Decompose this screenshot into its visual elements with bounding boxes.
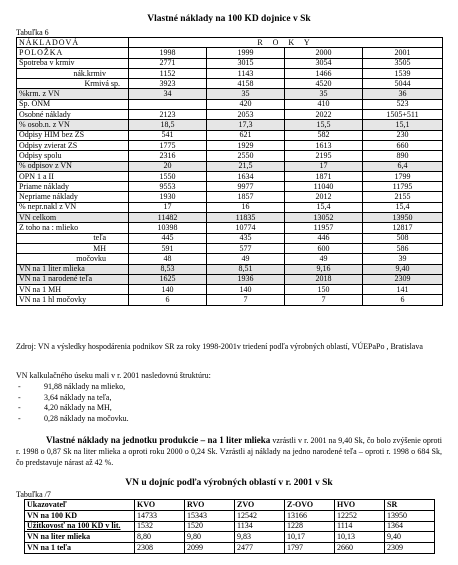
- table-cell: 1466: [285, 68, 363, 78]
- table-row: [17, 202, 443, 212]
- header-region: SR: [385, 500, 435, 511]
- table-row: [17, 243, 443, 253]
- table-cell: 1143: [207, 68, 285, 78]
- table-cell: 2308: [135, 543, 185, 554]
- table-cell: 1613: [285, 140, 363, 150]
- table-cell: 9977: [207, 182, 285, 192]
- table-cell: 1930: [129, 192, 207, 202]
- table-cell: 9,16: [285, 264, 363, 274]
- header-cost-item-1: NÁKLADOVÁ: [17, 38, 129, 48]
- table-cell: 17,3: [207, 120, 285, 130]
- header-year: 2001: [363, 48, 443, 58]
- table-cell: 15,4: [285, 202, 363, 212]
- table-cell: 11482: [129, 213, 207, 223]
- table-cell: 9553: [129, 182, 207, 192]
- table-cell: 12817: [363, 223, 443, 233]
- row-label: Úžitkovosť na 100 KD v lit.: [25, 521, 135, 532]
- table-row: [17, 254, 443, 264]
- table-cell: 1114: [335, 521, 385, 532]
- header-region: HVO: [335, 500, 385, 511]
- table-cell: 446: [285, 233, 363, 243]
- header-region: KVO: [135, 500, 185, 511]
- table-cell: 34: [129, 89, 207, 99]
- table-cell: 9,80: [185, 532, 235, 543]
- table-cell: 10,17: [285, 532, 335, 543]
- table-cell: 48: [129, 254, 207, 264]
- table-row: [17, 110, 443, 120]
- table2-header-row: [25, 500, 435, 511]
- header-region: RVO: [185, 500, 235, 511]
- table-row: [25, 521, 435, 532]
- row-label: Odpisy zvierat ZS: [17, 140, 129, 150]
- table-cell: 2771: [129, 58, 207, 68]
- table-cell: 11795: [363, 182, 443, 192]
- table-cell: 621: [207, 130, 285, 140]
- header-year: 1999: [207, 48, 285, 58]
- unit-cost-lead: Vlastné náklady na jednotku produkcie – na 1 liter mlieka: [46, 435, 271, 445]
- row-label: VN na 1 MH: [17, 285, 129, 295]
- table2-label: Tabuľka /7: [16, 490, 51, 499]
- structure-intro: VN kalkulačného úseku mali v r. 2001 nasledovnú štruktúru:: [16, 371, 211, 380]
- table-row: [17, 89, 443, 99]
- table-cell: 12542: [235, 510, 285, 521]
- table-cell: 49: [207, 254, 285, 264]
- table-row: [17, 79, 443, 89]
- table-cell: 4520: [285, 79, 363, 89]
- list-item: - 4,20 náklady na MH,: [16, 403, 129, 414]
- table-cell: 10,13: [335, 532, 385, 543]
- table-cell: 4158: [207, 79, 285, 89]
- table-row: [17, 99, 443, 109]
- table-cell: 13950: [385, 510, 435, 521]
- table-cell: 6: [363, 295, 443, 305]
- table-row: [25, 543, 435, 554]
- costs-table: [16, 37, 443, 306]
- row-label: Odpisy HIM bez ZS: [17, 130, 129, 140]
- table-cell: 600: [285, 243, 363, 253]
- table-cell: 1857: [207, 192, 285, 202]
- header-year: 1998: [129, 48, 207, 58]
- table-cell: 5044: [363, 79, 443, 89]
- table-cell: 2155: [363, 192, 443, 202]
- table-cell: 9,40: [363, 264, 443, 274]
- table-cell: 577: [207, 243, 285, 253]
- table-row: [17, 151, 443, 161]
- table-row: [17, 120, 443, 130]
- header-region: ZVO: [235, 500, 285, 511]
- row-label: Nepriame náklady: [17, 192, 129, 202]
- table-row: [17, 264, 443, 274]
- table-cell: 2195: [285, 151, 363, 161]
- table-cell: 49: [285, 254, 363, 264]
- table-cell: 11957: [285, 223, 363, 233]
- table-row: [25, 532, 435, 543]
- table-cell: 2309: [363, 274, 443, 284]
- table-row: [17, 161, 443, 171]
- header-cost-item-2: POLOŽKA: [17, 48, 129, 58]
- table-cell: 1228: [285, 521, 335, 532]
- source-note: Zdroj: VN a výsledky hospodárenia podnikov SR za roky 1998-2001v triedení podľa výrobných oblastí, VÚEPaPo , Bratislava: [16, 342, 423, 351]
- row-label: VN na liter mlieka: [25, 532, 135, 543]
- table-cell: 15,4: [363, 202, 443, 212]
- table-cell: 1634: [207, 171, 285, 181]
- row-label: % odpisov z VN: [17, 161, 129, 171]
- table-cell: 140: [129, 285, 207, 295]
- table-cell: 36: [363, 89, 443, 99]
- table-cell: 8,53: [129, 264, 207, 274]
- table-cell: 8,51: [207, 264, 285, 274]
- table-cell: 16: [207, 202, 285, 212]
- table-cell: 2660: [335, 543, 385, 554]
- table-cell: 39: [363, 254, 443, 264]
- table-cell: 1936: [207, 274, 285, 284]
- table-cell: [129, 99, 207, 109]
- row-label: Priame náklady: [17, 182, 129, 192]
- table-row: [17, 223, 443, 233]
- table-cell: 20: [129, 161, 207, 171]
- unit-cost-paragraph: [16, 435, 442, 468]
- table-cell: 12252: [335, 510, 385, 521]
- table-cell: 3054: [285, 58, 363, 68]
- row-label: % osob.n. z VN: [17, 120, 129, 130]
- table1-header-row-1: [17, 38, 443, 48]
- table-cell: 6,4: [363, 161, 443, 171]
- table-cell: 1532: [135, 521, 185, 532]
- table-cell: 7: [285, 295, 363, 305]
- table-cell: 1505+511: [363, 110, 443, 120]
- list-item: - 91,88 náklady na mlieko,: [16, 382, 129, 393]
- table-cell: 17: [285, 161, 363, 171]
- row-label: OPN 1 a II: [17, 171, 129, 181]
- table-cell: 582: [285, 130, 363, 140]
- table-row: [17, 192, 443, 202]
- table-row: [17, 182, 443, 192]
- row-label: Odpisy spolu: [17, 151, 129, 161]
- row-label: % nepr.nakl z VN: [17, 202, 129, 212]
- row-label: VN na 1 liter mlieka: [17, 264, 129, 274]
- table-cell: 140: [207, 285, 285, 295]
- table-cell: 7: [207, 295, 285, 305]
- table-row: [17, 140, 443, 150]
- table1-title: Vlastné náklady na 100 KD dojnice v Sk: [147, 14, 311, 24]
- table-cell: 3505: [363, 58, 443, 68]
- table-cell: 435: [207, 233, 285, 243]
- table-cell: 445: [129, 233, 207, 243]
- row-label: VN na 1 hl močovky: [17, 295, 129, 305]
- table-cell: 15,1: [363, 120, 443, 130]
- row-label: nák.krmiv: [17, 68, 129, 78]
- table-cell: 410: [285, 99, 363, 109]
- row-label: Osobné náklady: [17, 110, 129, 120]
- regions-table: [24, 499, 435, 554]
- table-cell: 10398: [129, 223, 207, 233]
- table-cell: 11040: [285, 182, 363, 192]
- table-cell: 10774: [207, 223, 285, 233]
- table-cell: 17: [129, 202, 207, 212]
- row-label: VN na 1 teľa: [25, 543, 135, 554]
- header-region: Z-OVO: [285, 500, 335, 511]
- table-row: [17, 295, 443, 305]
- header-year: 2000: [285, 48, 363, 58]
- table-cell: 9,83: [235, 532, 285, 543]
- header-years-group: R O K Y: [129, 38, 443, 48]
- table-cell: 1539: [363, 68, 443, 78]
- table-cell: 2477: [235, 543, 285, 554]
- table-cell: 1134: [235, 521, 285, 532]
- table-cell: 2018: [285, 274, 363, 284]
- table-cell: 591: [129, 243, 207, 253]
- row-label: %krm. z VN: [17, 89, 129, 99]
- table-cell: 2123: [129, 110, 207, 120]
- table-cell: 3015: [207, 58, 285, 68]
- table-cell: 18,5: [129, 120, 207, 130]
- row-label: MH: [17, 243, 129, 253]
- row-label: VN na 1 narodené teľa: [17, 274, 129, 284]
- table-cell: 21,5: [207, 161, 285, 171]
- row-label: Spotreba v krmiv: [17, 58, 129, 68]
- table-row: [17, 233, 443, 243]
- table-cell: 8,80: [135, 532, 185, 543]
- table-cell: 1799: [363, 171, 443, 181]
- unit-cost-text: vzrástli v r. 2001 na 9,40 Sk, čo bolo zvýšenie oproti r. 1998 o 0,87 Sk na liter mlieka a oproti roku 2000 o 0,24 Sk. Vzrástli aj náklady na jedno narodené teľa – oproti r. 1998 o 684 Sk, čo predstavuje nárast až 42 %.: [16, 436, 443, 467]
- table-row: [17, 274, 443, 284]
- list-item: - 0,28 náklady na močovku.: [16, 414, 129, 425]
- row-label: VN celkom: [17, 213, 129, 223]
- table-cell: 586: [363, 243, 443, 253]
- table-cell: 6: [129, 295, 207, 305]
- table-cell: 660: [363, 140, 443, 150]
- table-row: [17, 285, 443, 295]
- table-cell: 523: [363, 99, 443, 109]
- table-cell: 35: [285, 89, 363, 99]
- table-cell: 15,5: [285, 120, 363, 130]
- table-cell: 35: [207, 89, 285, 99]
- table-cell: 9,40: [385, 532, 435, 543]
- table-cell: 1871: [285, 171, 363, 181]
- table-cell: 890: [363, 151, 443, 161]
- table-cell: 141: [363, 285, 443, 295]
- table-row: [17, 213, 443, 223]
- table-cell: 13052: [285, 213, 363, 223]
- table-cell: 2550: [207, 151, 285, 161]
- table-row: [17, 58, 443, 68]
- table-row: [17, 68, 443, 78]
- table-cell: 150: [285, 285, 363, 295]
- row-label: Sp. ONM: [17, 99, 129, 109]
- table-cell: 1929: [207, 140, 285, 150]
- row-label: teľa: [17, 233, 129, 243]
- table-cell: 420: [207, 99, 285, 109]
- table-cell: 11835: [207, 213, 285, 223]
- table-cell: 2053: [207, 110, 285, 120]
- table-cell: 1625: [129, 274, 207, 284]
- table-cell: 508: [363, 233, 443, 243]
- table2-title: VN u dojníc podľa výrobných oblastí v r. 2001 v Sk: [125, 478, 333, 488]
- table1-header-row-2: [17, 48, 443, 58]
- table-cell: 2012: [285, 192, 363, 202]
- table-cell: 13950: [363, 213, 443, 223]
- row-label: močovku: [17, 254, 129, 264]
- table-cell: 1520: [185, 521, 235, 532]
- table-cell: 2099: [185, 543, 235, 554]
- table-cell: 230: [363, 130, 443, 140]
- row-label: VN na 100 KD: [25, 510, 135, 521]
- table-cell: 1797: [285, 543, 335, 554]
- table-cell: 1364: [385, 521, 435, 532]
- structure-list: [16, 382, 129, 424]
- table1-label: Tabuľka 6: [16, 28, 49, 37]
- table-cell: 541: [129, 130, 207, 140]
- table-cell: 1152: [129, 68, 207, 78]
- table-cell: 1550: [129, 171, 207, 181]
- table-row: [17, 171, 443, 181]
- row-label: Z toho na : mlieko: [17, 223, 129, 233]
- table-cell: 15343: [185, 510, 235, 521]
- table-row: [25, 510, 435, 521]
- table-cell: 3923: [129, 79, 207, 89]
- table-cell: 2309: [385, 543, 435, 554]
- list-item: - 3,64 náklady na teľa,: [16, 393, 129, 404]
- table-cell: 2022: [285, 110, 363, 120]
- table-row: [17, 130, 443, 140]
- header-indicator: Ukazovateľ: [25, 500, 135, 511]
- table-cell: 1775: [129, 140, 207, 150]
- table-cell: 14733: [135, 510, 185, 521]
- table-cell: 2316: [129, 151, 207, 161]
- table-cell: 13166: [285, 510, 335, 521]
- row-label: Krmivá sp.: [17, 79, 129, 89]
